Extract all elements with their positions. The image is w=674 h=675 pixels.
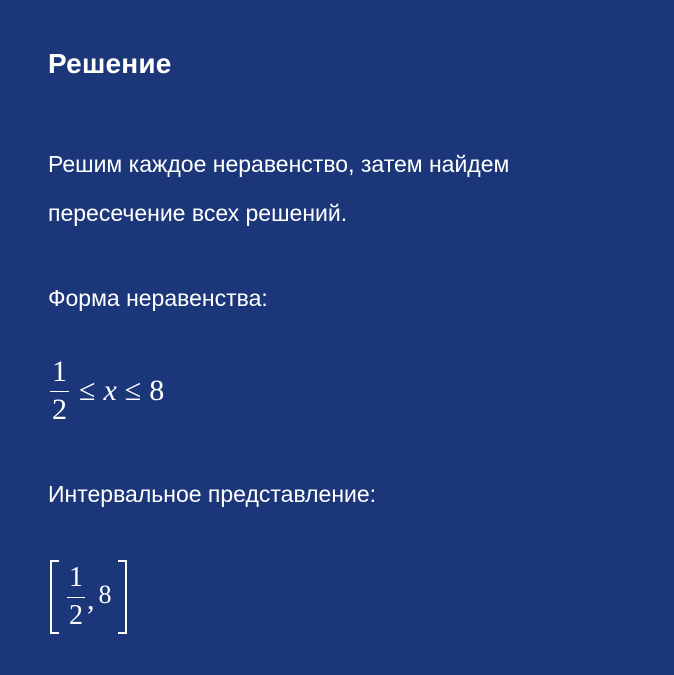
interval-left-fraction [67, 563, 85, 632]
fraction-bar [50, 391, 69, 393]
interval-notation-label: Интервальное представление: [48, 481, 377, 507]
inequality-expression [50, 356, 164, 426]
interval-separator: , [87, 583, 95, 616]
interval-left-denominator: 2 [69, 600, 83, 632]
lower-bound-numerator: 1 [52, 354, 67, 388]
solution-intro-text: Решим каждое неравенство, затем найдем пересечение всех решений. [48, 151, 510, 226]
inequality-form-label: Форма неравенства: [48, 285, 268, 311]
right-closed-bracket [118, 560, 127, 634]
interval-left-numerator: 1 [69, 561, 83, 593]
fraction-bar [67, 597, 85, 599]
interval-right-value: 8 [98, 580, 112, 609]
upper-bound: 8 [149, 374, 165, 407]
interval-expression [50, 555, 127, 639]
lower-bound-denominator: 2 [52, 393, 67, 427]
left-closed-bracket [50, 560, 59, 634]
variable-x: x [103, 374, 117, 407]
less-equal-symbol: ≤ [79, 374, 96, 407]
solution-title: Решение [48, 48, 172, 79]
less-equal-symbol: ≤ [124, 374, 142, 407]
lower-bound-fraction [50, 354, 69, 427]
